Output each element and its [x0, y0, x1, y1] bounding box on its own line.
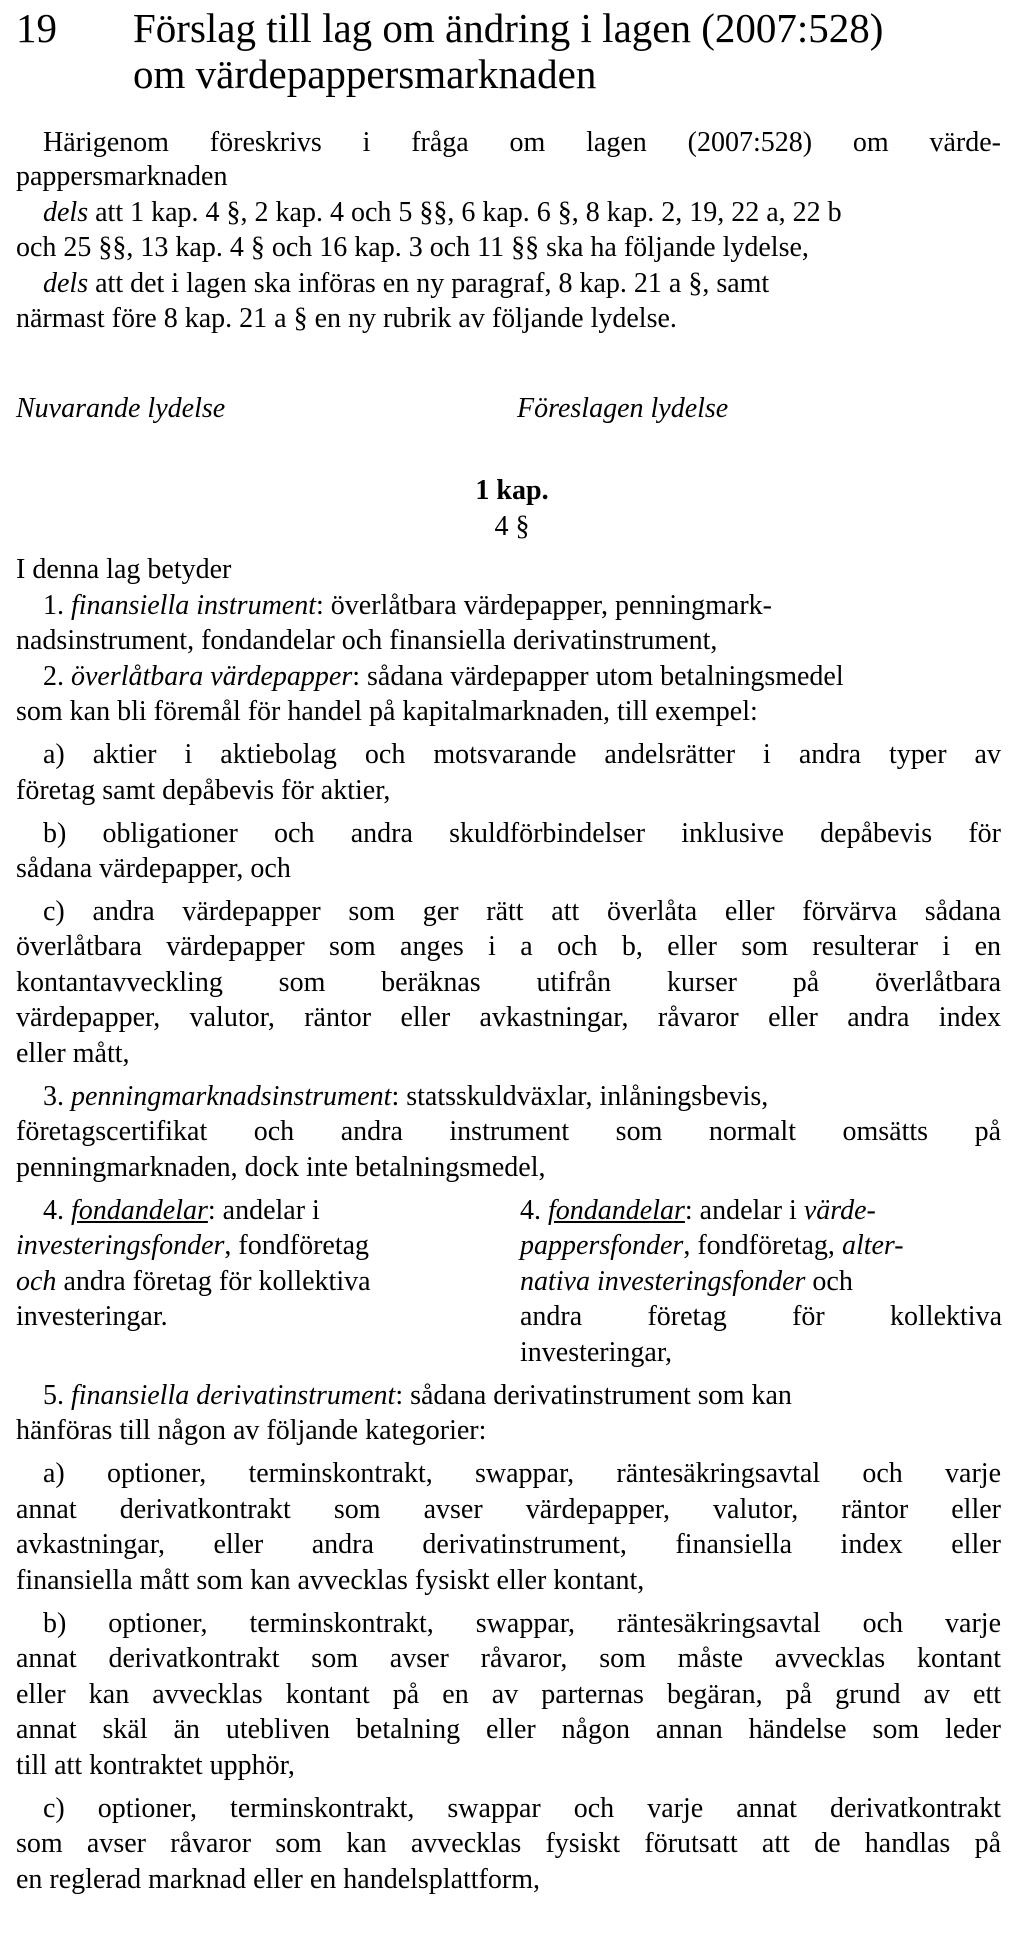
column-header-proposed: Föreslagen lydelse [517, 393, 729, 424]
item-3-number: 3. [43, 1081, 71, 1112]
item-5b-line-4: annat skäl än utebliven betalning eller någon annan händelse som leder [16, 1714, 1001, 1745]
item-4-proposed-text-2: , fondföretag, [683, 1230, 842, 1261]
intro-line-2: pappersmarknaden [16, 161, 228, 192]
item-2-line-1 [43, 660, 1001, 694]
item-4-current-italic-2: investeringsfonder [16, 1230, 225, 1261]
intro-line-6: närmast före 8 kap. 21 a § en ny rubrik av följande lydelse. [16, 303, 677, 334]
intro-line-5-text: att det i lagen ska införas en ny paragraf, 8 kap. 21 a §, samt [88, 268, 770, 299]
item-4-current-italic-3: och [16, 1266, 57, 1297]
item-5c-line-3: en reglerad marknad eller en handelsplattform, [16, 1864, 540, 1895]
item-4-proposed-text-1: andelar i [692, 1195, 804, 1226]
item-2c-line-5: eller mått, [16, 1038, 130, 1069]
item-4-proposed-line-2 [520, 1229, 1002, 1263]
item-5b-line-1: b) optioner, terminskontrakt, swappar, räntesäkringsavtal och varje [43, 1608, 1001, 1639]
item-5c-line-2: som avser råvaror som kan avvecklas fysiskt förutsatt att de handlas på [16, 1828, 1001, 1859]
chapter-heading: 1 kap. [475, 475, 549, 506]
intro-dels-2: dels [43, 268, 89, 299]
item-4-proposed-term: fondandelar [548, 1195, 685, 1226]
item-2-colon: : [352, 661, 361, 692]
item-4-current-line-1 [43, 1194, 483, 1228]
page-title-line-1: Förslag till lag om ändring i lagen (2007:528) [133, 5, 884, 51]
item-4-proposed-italic-2: pappersfonder [520, 1230, 684, 1261]
definitions-lead: I denna lag betyder [16, 554, 232, 585]
item-2-number: 2. [43, 661, 71, 692]
item-5-number: 5. [43, 1380, 71, 1411]
item-4-current-text-2: , fondföretag [224, 1230, 370, 1261]
item-3-term: penningmarknadsinstrument [71, 1081, 392, 1112]
item-1-colon: : [316, 590, 324, 621]
item-4-current-text-1: andelar i [215, 1195, 320, 1226]
item-4-proposed-colon: : [684, 1195, 693, 1226]
item-4-proposed-italic-2b: alter- [841, 1230, 904, 1261]
item-2-line-2: som kan bli föremål för handel på kapitalmarknaden, till exempel: [16, 696, 758, 727]
item-3-line-3: penningmarknaden, dock inte betalningsmedel, [16, 1152, 546, 1183]
item-2-term: överlåtbara värdepapper [71, 661, 353, 692]
item-5-line-2: hänföras till någon av följande kategorier: [16, 1415, 487, 1446]
item-2c-line-1: c) andra värdepapper som ger rätt att överlåta eller förvärva sådana [43, 896, 1001, 927]
item-5a-line-2: annat derivatkontrakt som avser värdepapper, valutor, räntor eller [16, 1494, 1001, 1525]
item-1-line-1 [43, 589, 1001, 623]
item-2c-line-3: kontantavveckling som beräknas utifrån kurser på överlåtbara [16, 967, 1001, 998]
item-2c-line-2: överlåtbara värdepapper som anges i a och b, eller som resulterar i en [16, 931, 1001, 962]
item-3-text: statsskuldväxlar, inlåningsbevis, [399, 1081, 769, 1112]
item-5-text: sådana derivatinstrument som kan [403, 1380, 792, 1411]
item-4-proposed-line-4: andra företag för kollektiva [520, 1301, 1002, 1332]
item-4-proposed-line-3 [520, 1265, 1002, 1299]
item-5a-line-3: avkastningar, eller andra derivatinstrument, finansiella index eller [16, 1529, 1001, 1560]
item-5-line-1 [43, 1379, 1001, 1413]
item-5-colon: : [395, 1380, 404, 1411]
item-4-current-line-2 [16, 1229, 483, 1263]
item-2c-line-4: värdepapper, valutor, räntor eller avkastningar, råvaror eller andra index [16, 1002, 1001, 1033]
item-1-line-2: nadsinstrument, fondandelar och finansiella derivatinstrument, [16, 625, 718, 656]
column-header-current: Nuvarande lydelse [16, 393, 226, 424]
item-5b-line-5: till att kontraktet upphör, [16, 1750, 295, 1781]
intro-dels-1: dels [43, 197, 89, 228]
item-4-proposed-line-1 [520, 1194, 1002, 1228]
intro-line-1: Härigenom föreskrivs i fråga om lagen (2007:528) om värde- [43, 127, 1001, 158]
item-2-text: sådana värdepapper utom betalningsmedel [360, 661, 844, 692]
item-4-proposed-italic-3: nativa investeringsfonder [520, 1266, 806, 1297]
item-2b-line-1: b) obligationer och andra skuldförbindelser inklusive depåbevis för [43, 818, 1001, 849]
item-4-current-term: fondandelar [71, 1195, 208, 1226]
item-4-proposed-text-3: och [805, 1266, 853, 1297]
item-2b-line-2: sådana värdepapper, och [16, 853, 291, 884]
item-5b-line-2: annat derivatkontrakt som avser råvaror, som måste avvecklas kontant [16, 1643, 1001, 1674]
item-3-line-1 [43, 1080, 1001, 1114]
intro-line-3-text: att 1 kap. 4 §, 2 kap. 4 och 5 §§, 6 kap. 6 §, 8 kap. 2, 19, 22 a, 22 b [88, 197, 842, 228]
paragraph-heading: 4 § [494, 511, 530, 542]
item-2a-line-2: företag samt depåbevis för aktier, [16, 775, 391, 806]
item-5c-line-1: c) optioner, terminskontrakt, swappar och varje annat derivatkontrakt [43, 1793, 1001, 1824]
item-4-proposed-number: 4. [520, 1195, 548, 1226]
page-title-line-2: om värdepappersmarknaden [133, 51, 597, 97]
item-4-current-colon: : [207, 1195, 216, 1226]
item-3-line-2: företagscertifikat och andra instrument som normalt omsätts på [16, 1116, 1001, 1147]
intro-line-5 [43, 267, 1001, 301]
item-1-text: överlåtbara värdepapper, penningmark- [323, 590, 772, 621]
item-5-term: finansiella derivatinstrument [71, 1380, 396, 1411]
item-4-current-line-3 [16, 1265, 483, 1299]
item-5b-line-3: eller kan avvecklas kontant på en av parternas begäran, på grund av ett [16, 1679, 1001, 1710]
item-4-proposed-italic-1: värde- [803, 1195, 876, 1226]
item-1-term: finansiella instrument [71, 590, 316, 621]
item-2a-line-1: a) aktier i aktiebolag och motsvarande andelsrätter i andra typer av [43, 739, 1001, 770]
intro-line-4: och 25 §§, 13 kap. 4 § och 16 kap. 3 och 11 §§ ska ha följande lydelse, [16, 232, 809, 263]
item-4-current-line-4: investeringar. [16, 1301, 168, 1332]
item-4-current-text-3: andra företag för kollektiva [56, 1266, 371, 1297]
item-1-number: 1. [43, 590, 71, 621]
section-number: 19 [16, 5, 57, 51]
item-5a-line-1: a) optioner, terminskontrakt, swappar, räntesäkringsavtal och varje [43, 1458, 1001, 1489]
item-4-proposed-line-5: investeringar, [520, 1337, 673, 1368]
item-5a-line-4: finansiella mått som kan avvecklas fysiskt eller kontant, [16, 1565, 645, 1596]
item-4-current-number: 4. [43, 1195, 71, 1226]
item-3-colon: : [391, 1081, 400, 1112]
intro-line-3 [43, 196, 1001, 230]
